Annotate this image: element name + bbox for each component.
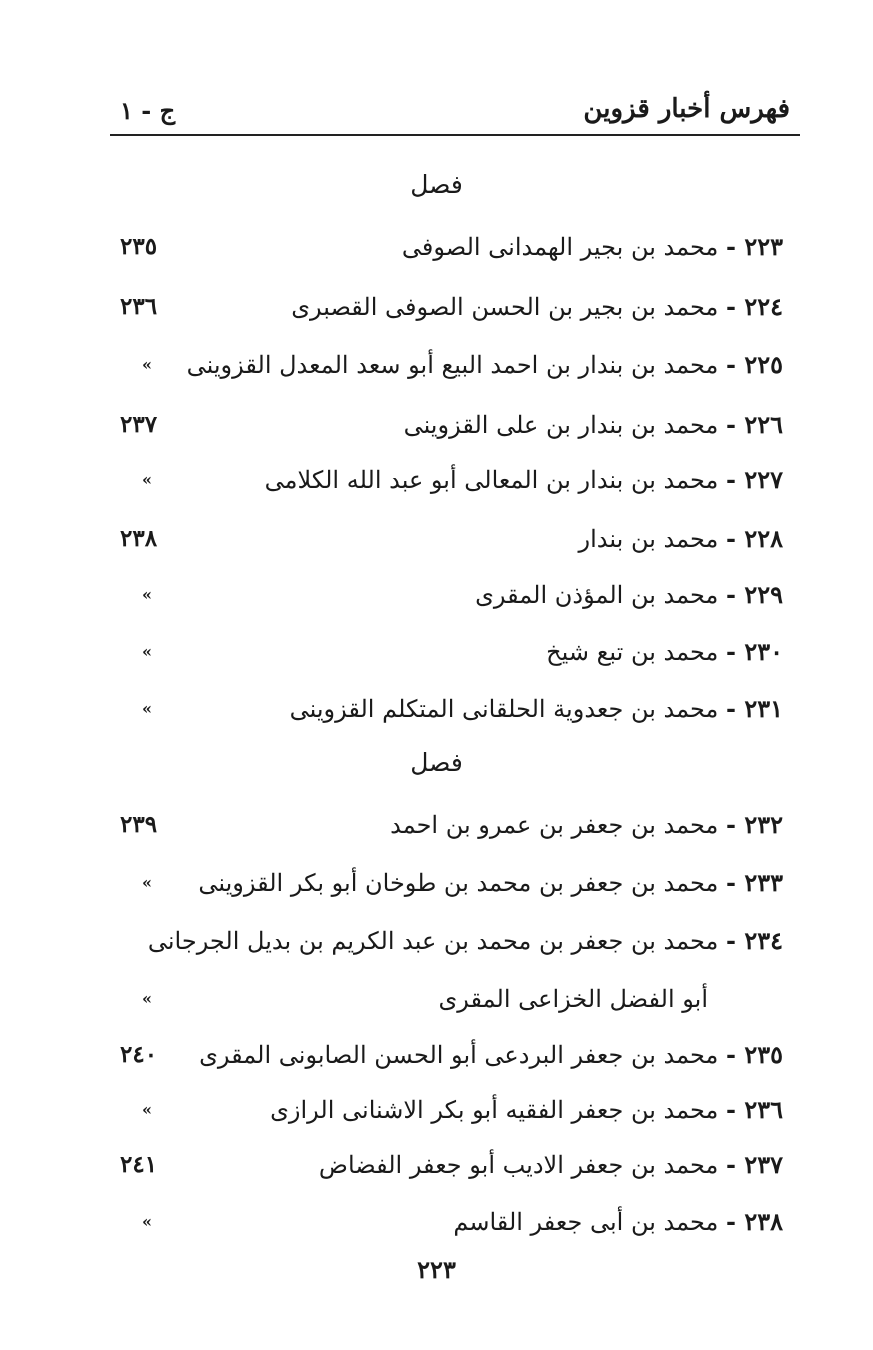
entry-number: ٢٢٨ - xyxy=(726,524,783,553)
entry-text: محمد بن بجير الهمدانى الصوفى xyxy=(401,233,719,261)
index-entry xyxy=(0,463,873,513)
entry-number: ٢٣٨ - xyxy=(726,1207,783,1236)
index-entry xyxy=(0,635,873,685)
index-entry xyxy=(0,522,873,572)
entry-text-block xyxy=(148,924,783,958)
index-entry xyxy=(0,1093,873,1143)
entry-page-ditto: » xyxy=(142,699,152,718)
index-entry xyxy=(0,1205,873,1255)
entry-page: ٢٣٨ xyxy=(120,525,158,552)
entry-text-block xyxy=(319,1148,783,1182)
entry-text-block xyxy=(579,522,783,556)
entry-number: ٢٢٤ - xyxy=(726,292,783,321)
entry-text-block xyxy=(475,578,783,612)
entry-text-block xyxy=(290,692,783,726)
entry-number: ٢٣٤ - xyxy=(726,926,783,955)
entry-text: أبو الفضل الخزاعى المقرى xyxy=(438,985,708,1013)
section-heading: فصل xyxy=(410,748,463,777)
entry-text-block xyxy=(265,463,783,497)
entry-text: محمد بن جعدوية الحلقانى المتكلم القزوينى xyxy=(289,695,719,723)
entry-page: ٢٤٠ xyxy=(120,1041,158,1068)
entry-text-block xyxy=(291,290,783,324)
index-entry-continuation xyxy=(0,982,873,1032)
section-heading: فصل xyxy=(410,170,463,199)
entry-text-block xyxy=(199,1038,783,1072)
entry-text: محمد بن جعفر البردعى أبو الحسن الصابونى المقرى xyxy=(199,1041,719,1069)
entry-number: ٢٣٥ - xyxy=(726,1040,783,1069)
entry-page-ditto: » xyxy=(142,873,152,892)
entry-text-block xyxy=(439,982,708,1016)
entry-text-block xyxy=(453,1205,783,1239)
index-entry xyxy=(0,1038,873,1088)
entry-text: محمد بن بندار بن على القزوينى xyxy=(403,411,719,439)
entry-page-ditto: » xyxy=(142,642,152,661)
header-title: فهرس أخبار قزوين xyxy=(583,94,790,124)
entry-number: ٢٢٣ - xyxy=(726,232,783,261)
index-entry xyxy=(0,290,873,340)
entry-number: ٢٢٩ - xyxy=(726,580,783,609)
entry-text-block xyxy=(390,808,783,842)
index-entry xyxy=(0,866,873,916)
entry-text: محمد بن بندار xyxy=(578,525,719,553)
index-entry xyxy=(0,1148,873,1198)
entry-text: محمد بن جعفر الفقيه أبو بكر الاشنانى الرازى xyxy=(270,1096,719,1124)
header-volume: ج - ١ xyxy=(120,96,176,125)
index-entry xyxy=(0,348,873,398)
entry-text-block xyxy=(187,348,783,382)
index-entry xyxy=(0,578,873,628)
entry-text: محمد بن بندار بن احمد البيع أبو سعد المعدل القزوينى xyxy=(186,351,719,379)
entry-text-block xyxy=(546,635,783,669)
entry-text: محمد بن جعفر بن محمد بن طوخان أبو بكر القزوينى xyxy=(198,869,719,897)
index-entry xyxy=(0,230,873,280)
page-number: ٢٢٣ xyxy=(417,1255,456,1284)
entry-text-block xyxy=(404,408,783,442)
entry-number: ٢٣٣ - xyxy=(726,868,783,897)
entry-page-ditto: » xyxy=(142,989,152,1008)
index-entry xyxy=(0,808,873,858)
entry-number: ٢٢٥ - xyxy=(726,350,783,379)
entry-page-ditto: » xyxy=(142,585,152,604)
index-entry xyxy=(0,408,873,458)
entry-number: ٢٣١ - xyxy=(726,694,783,723)
entry-number: ٢٣٦ - xyxy=(726,1095,783,1124)
entry-page: ٢٣٦ xyxy=(120,293,158,320)
entry-text: محمد بن المؤذن المقرى xyxy=(475,581,719,609)
entry-number: ٢٢٦ - xyxy=(726,410,783,439)
entry-page-ditto: » xyxy=(142,1100,152,1119)
entry-page: ٢٣٩ xyxy=(120,811,158,838)
running-header xyxy=(110,92,800,136)
entry-page-ditto: » xyxy=(142,470,152,489)
entry-text: محمد بن بجير بن الحسن الصوفى القصبرى xyxy=(291,293,719,321)
entry-text: محمد بن تبع شيخ xyxy=(546,638,719,666)
entry-page: ٢٣٥ xyxy=(120,233,158,260)
entry-text: محمد بن جعفر بن محمد بن عبد الكريم بن بديل الجرجانى xyxy=(147,927,719,955)
entry-page: ٢٣٧ xyxy=(120,411,158,438)
entry-text: محمد بن بندار بن المعالى أبو عبد الله الكلامى xyxy=(264,466,719,494)
entry-text-block xyxy=(198,866,783,900)
entry-number: ٢٣٢ - xyxy=(726,810,783,839)
entry-text: محمد بن أبى جعفر القاسم xyxy=(453,1208,719,1236)
entry-page-ditto: » xyxy=(142,355,152,374)
entry-text: محمد بن جعفر الاديب أبو جعفر الفضاض xyxy=(318,1151,719,1179)
entry-page-ditto: » xyxy=(142,1212,152,1231)
entry-number: ٢٣٧ - xyxy=(726,1150,783,1179)
entry-page: ٢٤١ xyxy=(120,1151,158,1178)
entry-text: محمد بن جعفر بن عمرو بن احمد xyxy=(390,811,719,839)
index-entry xyxy=(0,692,873,742)
entry-number: ٢٣٠ - xyxy=(726,637,783,666)
entry-text-block xyxy=(402,230,783,264)
entry-text-block xyxy=(270,1093,783,1127)
entry-number: ٢٢٧ - xyxy=(726,465,783,494)
index-entry xyxy=(0,924,873,974)
